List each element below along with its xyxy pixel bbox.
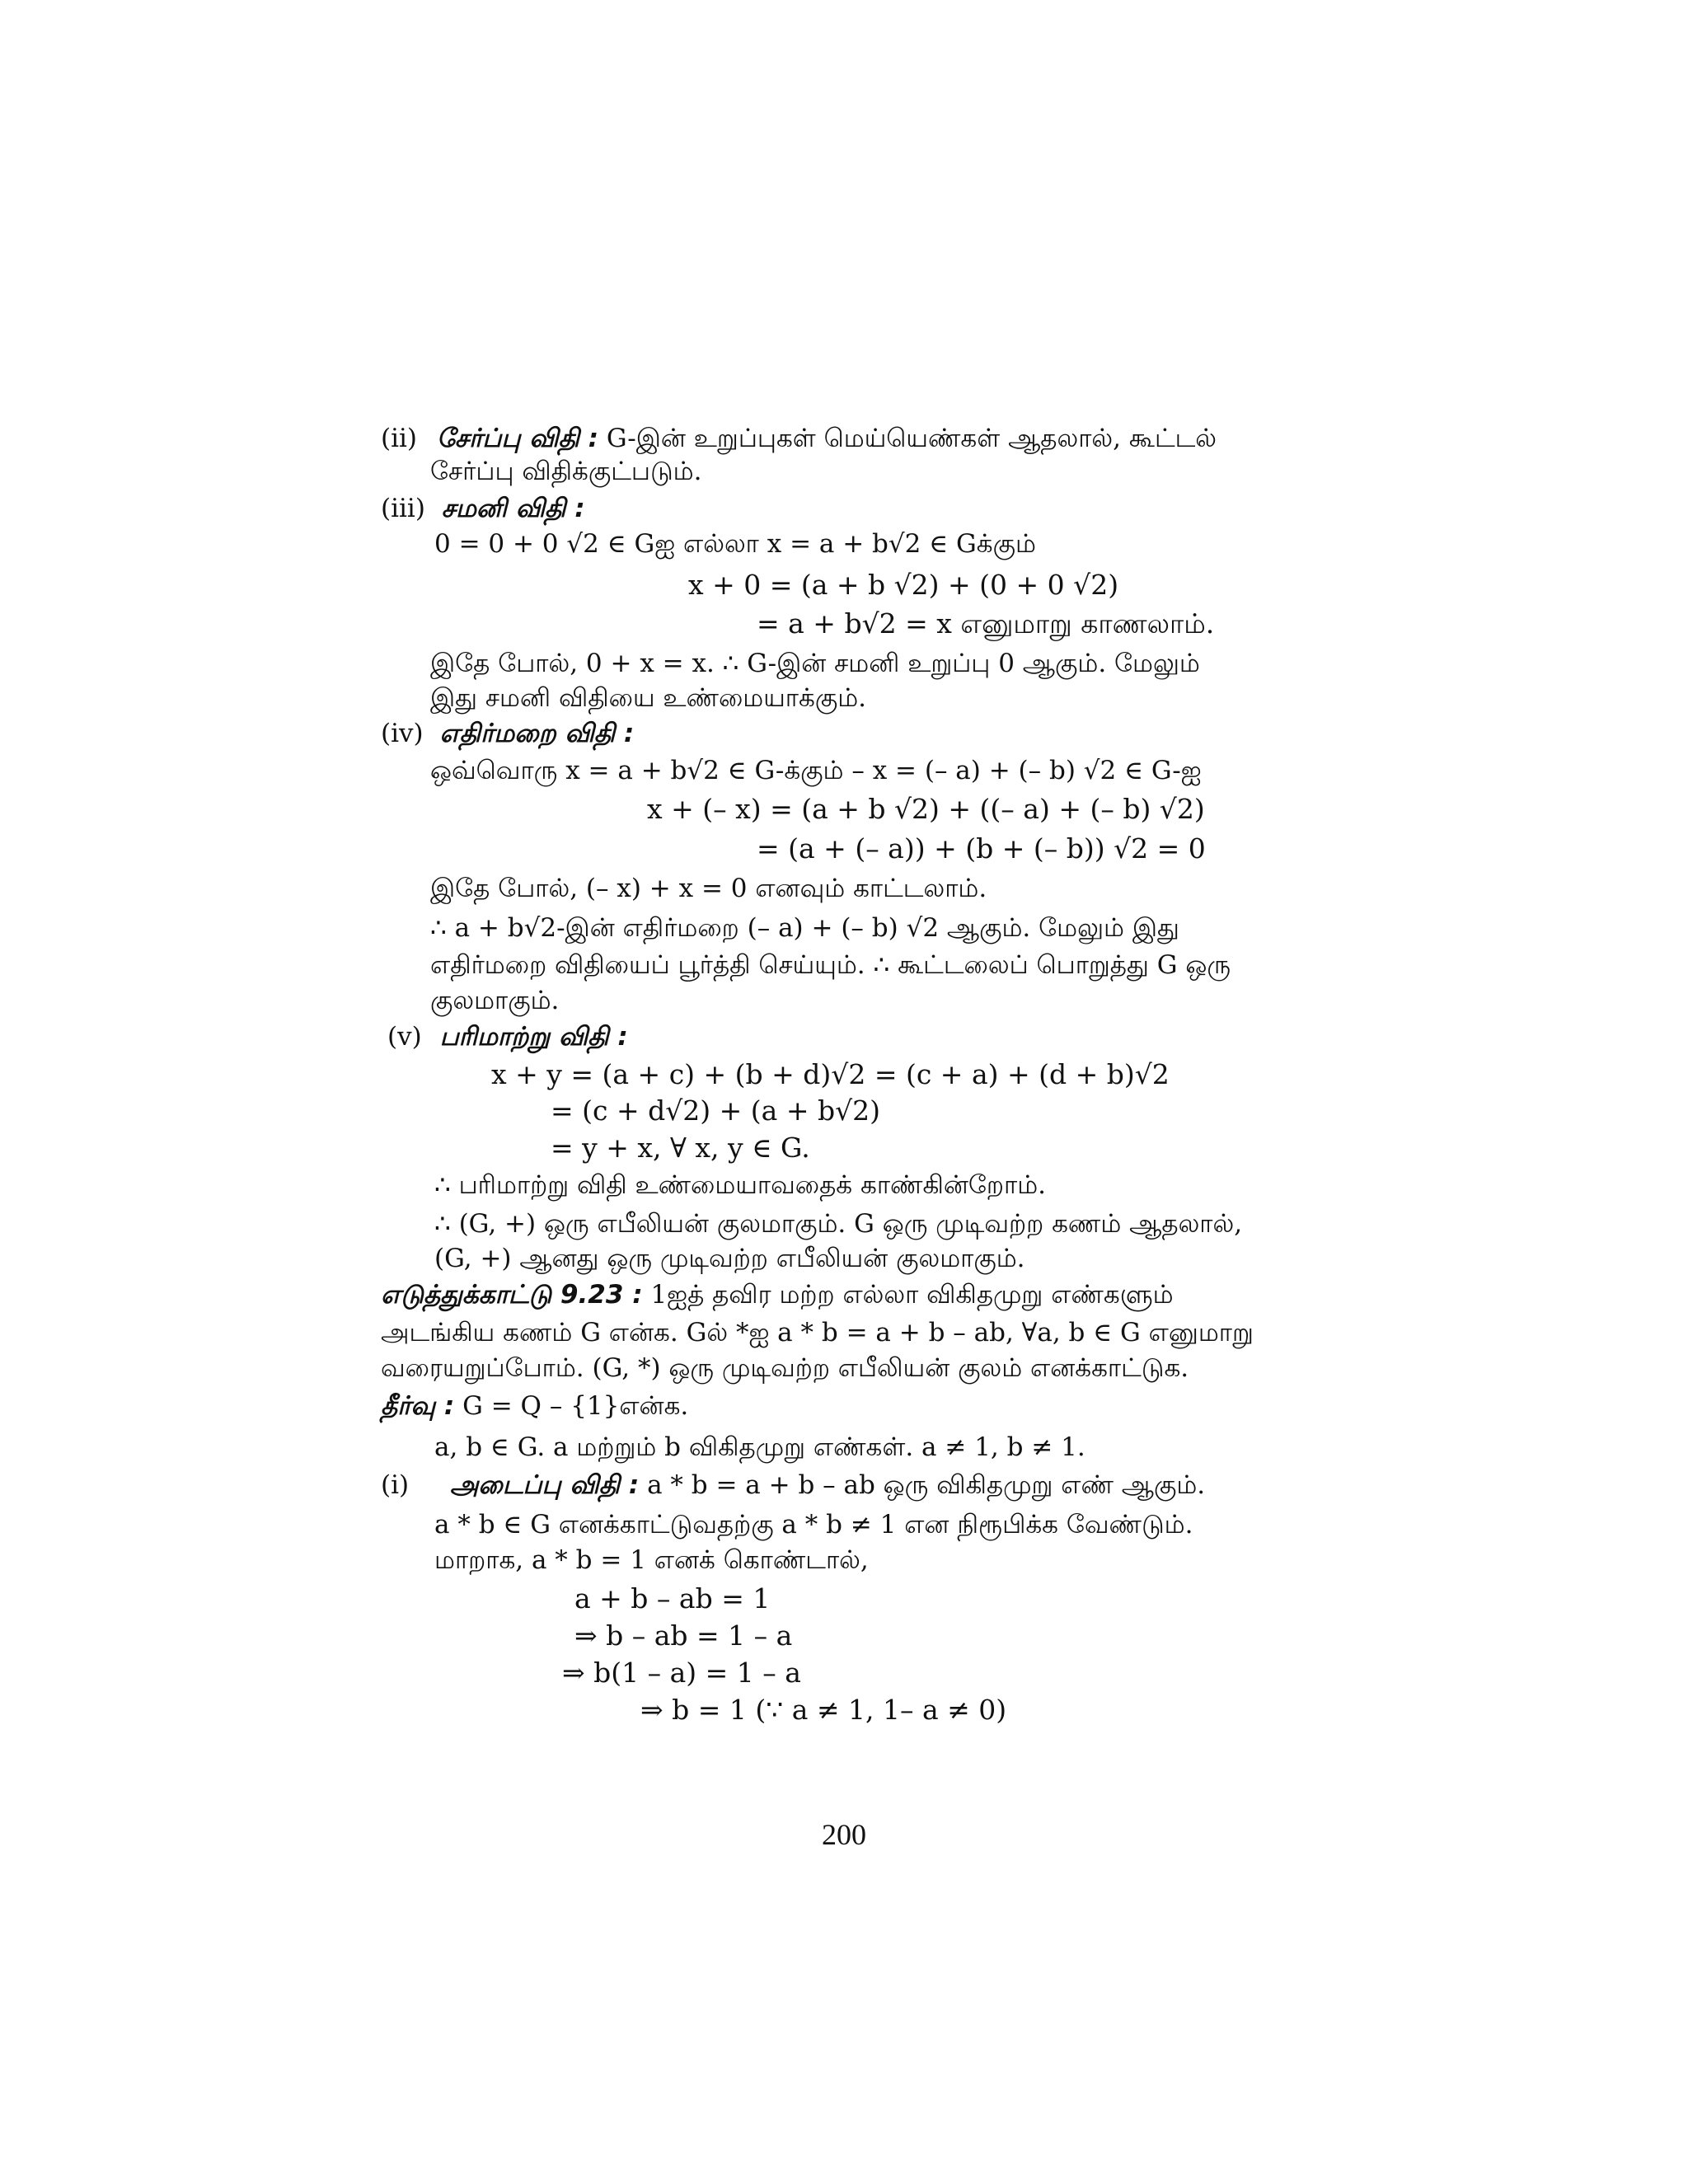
line-text: இது சமனி விதியை உண்மையாக்கும். (430, 683, 866, 713)
line-text: a, b ∈ G. a மற்றும் b விகிதமுறு எண்கள். a ≠ 1, b ≠ 1. (434, 1432, 1085, 1462)
line (381, 1352, 1189, 1385)
line-text: எதிர்மறை விதியைப் பூர்த்தி செய்யும். ∴ கூட்டலைப் பொறுத்து G ஒரு (430, 950, 1231, 980)
line (434, 1544, 869, 1577)
line-text: ∴ பரிமாற்று விதி உண்மையாவதைக் காண்கின்றோம். (434, 1170, 1047, 1200)
line-text: x + (– x) = (a + b √2) + ((– a) + (– b) √2) (647, 793, 1205, 825)
line (430, 984, 559, 1017)
line-text: குலமாகும். (430, 986, 560, 1015)
equation-line (757, 607, 1214, 640)
line-text: = y + x, ∀ x, y ∈ G. (551, 1132, 810, 1164)
line-text: = (c + d√2) + (a + b√2) (551, 1094, 880, 1127)
equation-line (551, 1094, 880, 1127)
equation-line (688, 569, 1118, 602)
line (434, 1431, 1085, 1464)
line-text: 0 = 0 + 0 √2 ∈ Gஐ எல்லா x = a + b√2 ∈ Gக்கும் (434, 529, 1036, 559)
line-text: ∴ a + b√2-இன் எதிர்மறை (– a) + (– b) √2 ஆகும். மேலும் இது (430, 913, 1179, 943)
line (434, 527, 1036, 560)
rule-heading: சமனி விதி : (441, 494, 585, 523)
line (381, 492, 585, 525)
line-text: ⇒ b – ab = 1 – a (574, 1619, 793, 1652)
line (381, 1278, 1174, 1311)
line-text: வரையறுப்போம். (G, *) ஒரு முடிவற்ற எபீலியன் குலம் எனக்காட்டுக. (381, 1353, 1189, 1383)
rule-heading: சேர்ப்பு விதி : (436, 424, 599, 453)
line-text: மாறாக, a * b = 1 எனக் கொண்டால், (434, 1545, 869, 1575)
equation-line (491, 1058, 1170, 1091)
line-text: ⇒ b(1 – a) = 1 – a (562, 1657, 801, 1689)
line-text: (G, +) ஆனது ஒரு முடிவற்ற எபீலியன் குலமாகும். (434, 1244, 1025, 1273)
line (430, 647, 1200, 680)
item-label: (iv) (381, 719, 424, 748)
line-text: = (a + (– a)) + (b + (– b)) √2 = 0 (757, 832, 1206, 865)
line (430, 754, 1202, 787)
line-text: = a + b√2 = x எனுமாறு காணலாம். (757, 607, 1215, 640)
line-text: G = Q – {1}என்க. (454, 1391, 689, 1421)
line (430, 912, 1179, 944)
line-text: a * b ∈ G எனக்காட்டுவதற்கு a * b ≠ 1 என நிரூபிக்க வேண்டும். (434, 1510, 1193, 1540)
line-text: x + 0 = (a + b √2) + (0 + 0 √2) (688, 569, 1119, 601)
line (434, 1169, 1046, 1202)
item-label: (v) (387, 1022, 422, 1052)
equation-line (574, 1582, 770, 1615)
line (387, 1020, 628, 1053)
equation-line (574, 1619, 792, 1652)
equation-line (562, 1657, 801, 1690)
line (430, 872, 987, 905)
line (430, 682, 866, 715)
equation-line (757, 832, 1206, 865)
item-label: (iii) (381, 494, 425, 523)
item-label: (i) (381, 1470, 410, 1500)
line-text: இதே போல், 0 + x = x. ∴ G-இன் சமனி உறுப்பு 0 ஆகும். மேலும் (430, 649, 1200, 678)
line-text: 1ஐத் தவிர மற்ற எல்லா விகிதமுறு எண்களும் (642, 1280, 1174, 1310)
line-text: அடங்கிய கணம் G என்க. Gல் *ஐ a * b = a + b – ab, ∀a, b ∈ G எனுமாறு (381, 1318, 1254, 1347)
line (434, 1207, 1242, 1240)
line (430, 949, 1231, 982)
example-heading: எடுத்துக்காட்டு 9.23 : (381, 1280, 643, 1310)
line-text: சேர்ப்பு விதிக்குட்படும். (430, 457, 702, 486)
item-label: (ii) (381, 424, 418, 453)
line (381, 422, 1217, 455)
rule-heading: அடைப்பு விதி : (449, 1470, 640, 1500)
page-number: 200 (822, 1818, 866, 1851)
line-text: a + b – ab = 1 (574, 1582, 771, 1615)
line (381, 717, 634, 750)
line-text: G-இன் உறுப்புகள் மெய்யெண்கள் ஆதலால், கூட்டல் (598, 424, 1217, 453)
rule-heading: எதிர்மறை விதி : (439, 719, 635, 748)
rule-heading: பரிமாற்று விதி : (439, 1022, 628, 1052)
line-text: ⇒ b = 1 (∵ a ≠ 1, 1– a ≠ 0) (640, 1694, 1007, 1726)
line (434, 1508, 1193, 1541)
line-text: ∴ (G, +) ஒரு எபீலியன் குலமாகும். G ஒரு முடிவற்ற கணம் ஆதலால், (434, 1209, 1243, 1239)
line (381, 1316, 1254, 1349)
equation-line (551, 1132, 810, 1165)
line-text: இதே போல், (– x) + x = 0 எனவும் காட்டலாம். (430, 874, 987, 903)
line-text: x + y = (a + c) + (b + d)√2 = (c + a) + (d + b)√2 (491, 1058, 1170, 1090)
solution-heading: தீர்வு : (381, 1391, 455, 1421)
line-text: a * b = a + b – ab ஒரு விகிதமுறு எண் ஆகும். (639, 1470, 1206, 1500)
equation-line (647, 793, 1205, 826)
line (430, 455, 701, 488)
line (381, 1390, 688, 1422)
line (381, 1469, 1205, 1502)
line-text: ஒவ்வொரு x = a + b√2 ∈ G-க்கும் – x = (– a) + (– b) √2 ∈ G-ஐ (430, 756, 1202, 785)
equation-line (640, 1694, 1006, 1727)
line (434, 1242, 1025, 1275)
